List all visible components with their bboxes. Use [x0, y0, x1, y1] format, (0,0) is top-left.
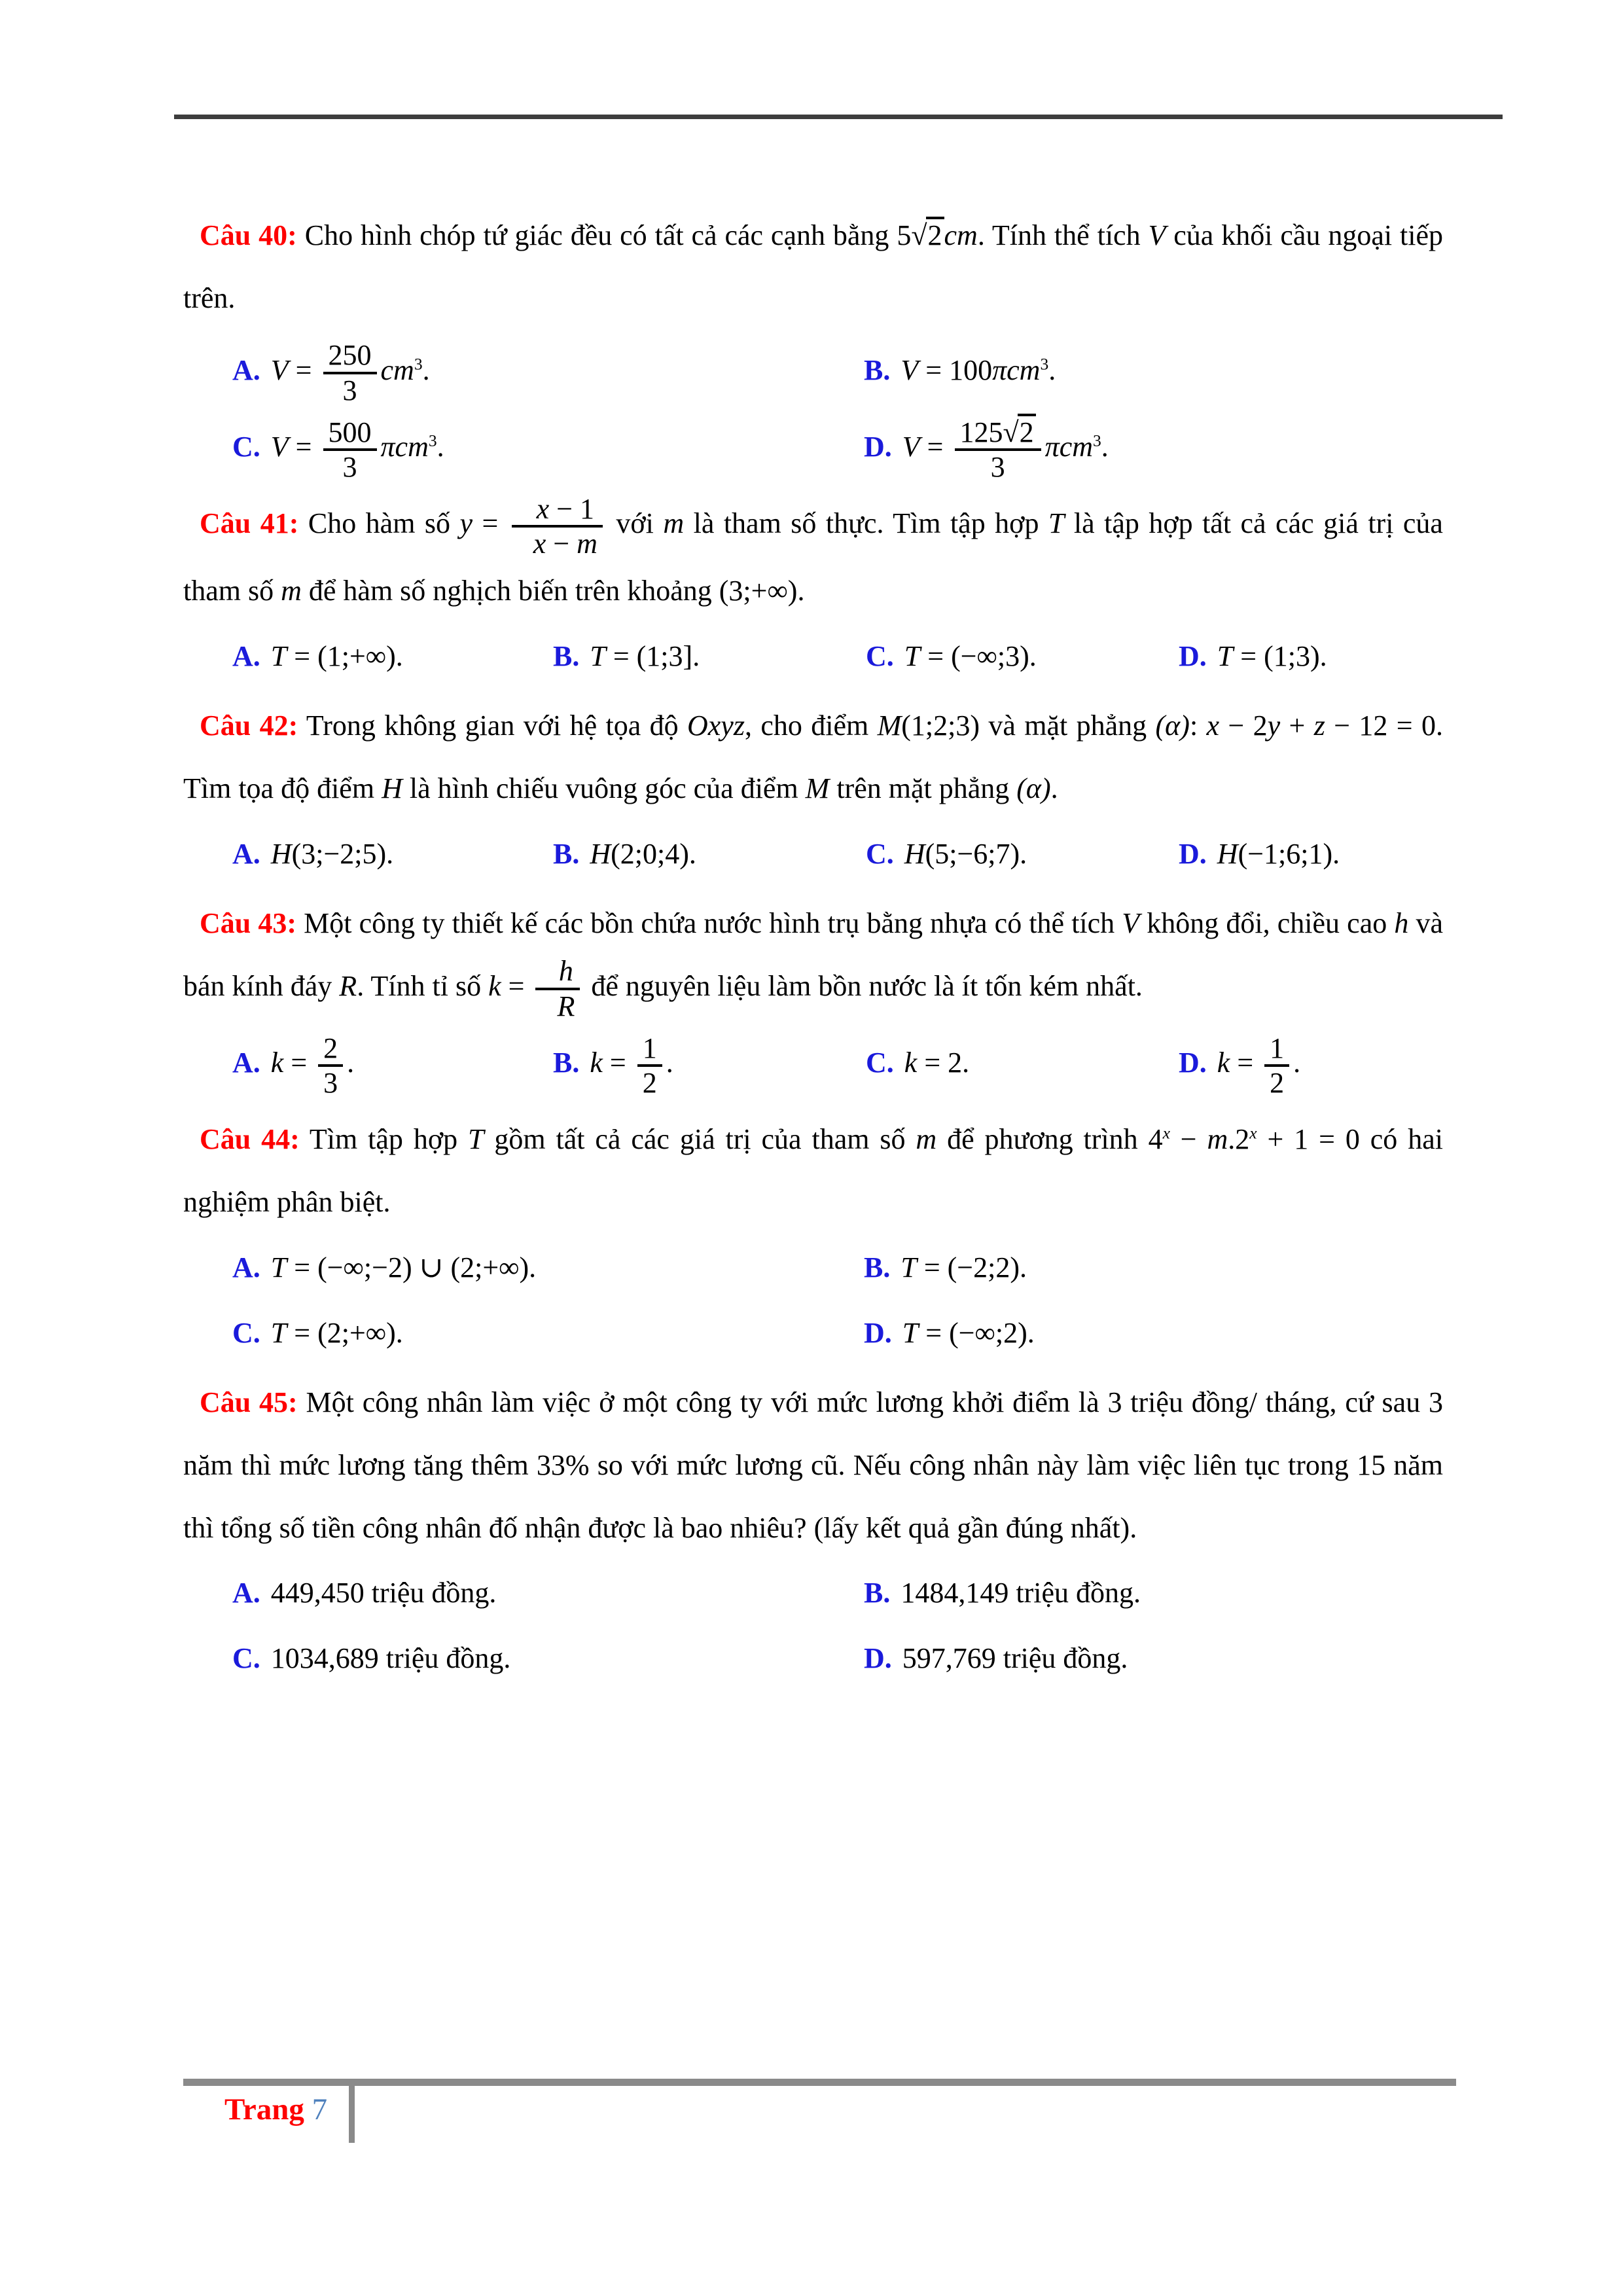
math-base: .2 [1228, 1123, 1250, 1156]
options-row [183, 1302, 1443, 1365]
option-43-A [232, 1031, 553, 1099]
options-row [183, 625, 1443, 688]
math-var: H [904, 837, 925, 870]
math-var: M [877, 709, 902, 742]
text-segment: để phương trình [936, 1123, 1149, 1156]
options-row [183, 339, 1443, 406]
page-number [224, 2092, 327, 2127]
fraction-numerator [955, 416, 1041, 448]
option-40-A [232, 339, 864, 406]
math-var: k [270, 1046, 284, 1079]
equals: = [288, 353, 319, 386]
question-41-text [183, 492, 1443, 622]
text-segment: . Tìm tọa độ điểm [183, 709, 1443, 805]
math-var: y [459, 507, 473, 540]
text-segment: − 2 [1219, 709, 1268, 742]
option-value: = (−2;2). [916, 1251, 1027, 1283]
exam-content [183, 204, 1443, 1696]
option-letter: C. [232, 1316, 260, 1349]
options-row [183, 1236, 1443, 1299]
math-base: 4 [1148, 1123, 1163, 1156]
math-var: Oxyz [687, 709, 745, 742]
option-letter: D. [864, 430, 892, 463]
option-41-A [232, 625, 553, 688]
option-value: 449,450 triệu đồng. [270, 1577, 497, 1609]
text-segment: + [1280, 709, 1314, 742]
sqrt-sign: √ [911, 219, 926, 251]
math-var: T [270, 1251, 287, 1283]
page-label: Trang [224, 2092, 312, 2126]
text-segment: . Tính tỉ số [357, 969, 489, 1002]
question-41-label: Câu 41: [200, 507, 299, 540]
math-unit: cm [944, 219, 978, 251]
option-letter: B. [553, 1046, 580, 1079]
page-number-value: 7 [312, 2092, 328, 2126]
option-value: = (2;+∞). [287, 1316, 403, 1349]
options-row [183, 1562, 1443, 1624]
option-43-C [866, 1031, 1179, 1099]
math-var: k [488, 969, 501, 1002]
option-letter: A. [232, 353, 260, 386]
fraction-numerator: 250 [328, 339, 372, 372]
period: . [1050, 772, 1058, 805]
question-43-label: Câu 43: [200, 906, 297, 939]
text-segment: với [606, 507, 664, 540]
math-unit: cm [395, 430, 429, 463]
option-42-B [553, 823, 866, 886]
fraction-denominator: 3 [955, 448, 1041, 483]
question-41 [183, 492, 1443, 688]
minus: − [546, 528, 577, 560]
option-44-D [864, 1302, 1443, 1365]
text-segment: Cho hàm số [298, 507, 460, 540]
math-var: m [663, 507, 685, 540]
period: . [797, 575, 805, 607]
period: . [666, 1046, 673, 1079]
pi-symbol: π [992, 353, 1007, 386]
question-43 [183, 892, 1443, 1099]
equals: = [918, 353, 950, 386]
period: . [1101, 430, 1109, 463]
superscript: 3 [1093, 431, 1101, 450]
text-segment: là tham số thực. Tìm tập hợp [684, 507, 1048, 540]
option-letter: B. [864, 353, 891, 386]
text-segment: trên mặt phẳng [829, 772, 1017, 805]
alpha-symbol: (α) [1155, 709, 1190, 742]
math-var: T [590, 640, 606, 673]
math-var: V [270, 353, 289, 386]
option-letter: D. [1179, 640, 1207, 673]
option-41-D [1179, 625, 1443, 688]
question-45-label: Câu 45: [200, 1386, 298, 1418]
question-42-label: Câu 42: [200, 709, 298, 742]
period: . [347, 1046, 355, 1079]
option-41-C [866, 625, 1179, 688]
question-43-text [183, 892, 1443, 1022]
coords: (1;2;3) [901, 709, 980, 742]
sqrt-radicand: 2 [926, 217, 944, 251]
option-44-C [232, 1302, 864, 1365]
question-44-label: Câu 44: [200, 1123, 300, 1156]
math-var: T [468, 1123, 484, 1156]
text-segment: là hình chiếu vuông góc của điểm [402, 772, 806, 805]
math-var: H [382, 772, 402, 805]
math-var: x [536, 492, 550, 525]
sqrt-sign: √ [1003, 416, 1018, 448]
option-value: 1034,689 triệu đồng. [270, 1642, 511, 1675]
math-var: T [270, 640, 287, 673]
text-segment: Một công nhân làm việc ở một công ty với mức lương khởi điểm là 3 triệu đồng/ tháng, cứ sau 3 năm thì mức lương tăng thêm 33% so với mức lương cũ. Nếu công nhân này làm việc liên tục trong 15 năm thì tổng số tiền công nhân đố nhận được là bao nhiêu? (lấy kết quả gần đúng nhất). [183, 1386, 1443, 1544]
period: . [1293, 1046, 1301, 1079]
text-segment: . Tính thể tích [977, 219, 1149, 251]
text-segment: để hàm số nghịch biến trên khoảng [301, 575, 719, 607]
fraction-denominator: 2 [1264, 1064, 1289, 1099]
math-var: m [916, 1123, 937, 1156]
math-var: V [270, 430, 289, 463]
option-value: (5;−6;7). [925, 837, 1027, 870]
option-letter: C. [232, 1642, 260, 1675]
sqrt-radicand: 2 [1018, 414, 1036, 448]
text-segment: của khối cầu ngoại tiếp trên. [183, 219, 1443, 314]
math-var: V [901, 353, 919, 386]
math-var: R [339, 969, 357, 1002]
fraction [512, 493, 603, 560]
option-value: (2;0;4). [611, 837, 696, 870]
superscript: 3 [428, 431, 437, 450]
fraction-denominator [512, 525, 603, 560]
pi-symbol: π [1044, 430, 1060, 463]
fraction-numerator: 1 [1270, 1031, 1285, 1064]
option-value: = 2. [917, 1046, 970, 1079]
text-segment: không đổi, chiều cao [1139, 906, 1395, 939]
text-segment: để nguyên liệu làm bồn nước là ít tốn kém nhất. [584, 969, 1143, 1002]
period: . [422, 353, 430, 386]
question-40-text [183, 204, 1443, 330]
fraction [318, 1032, 343, 1100]
option-value: = (−∞;2). [918, 1316, 1035, 1349]
options-row [183, 823, 1443, 886]
text-segment: Một công ty thiết kế các bồn chứa nước hình trụ bằng nhựa có thể tích [296, 906, 1122, 939]
alpha-symbol: (α) [1016, 772, 1051, 805]
option-45-D [864, 1627, 1443, 1690]
math-var: H [590, 837, 611, 870]
option-41-B [553, 625, 866, 688]
math-var: V [1122, 906, 1140, 939]
equals: = [473, 507, 508, 540]
math-var: H [270, 837, 292, 870]
text-segment: là tập hợp tất cả các giá trị của tham số [183, 507, 1443, 607]
option-letter: A. [232, 1046, 260, 1079]
math-var: T [902, 1316, 919, 1349]
equals: = [288, 430, 319, 463]
math-var: x [1206, 709, 1220, 742]
option-letter: A. [232, 640, 260, 673]
option-40-C [232, 416, 864, 483]
interval: (3;+∞) [719, 575, 798, 607]
fraction-denominator: 3 [323, 372, 377, 406]
math-var: m [1207, 1123, 1228, 1156]
math-var: H [1217, 837, 1238, 870]
option-letter: D. [1179, 837, 1207, 870]
fraction-numerator: 1 [642, 1031, 657, 1064]
math-var: V [1148, 219, 1166, 251]
equals: = [1230, 1046, 1261, 1079]
option-letter: B. [553, 640, 580, 673]
equals: = [283, 1046, 315, 1079]
text-segment: − 1 [549, 492, 595, 525]
fraction-numerator: h [558, 955, 573, 988]
option-45-A [232, 1562, 864, 1624]
equals: = [501, 969, 532, 1002]
option-letter: A. [232, 1251, 260, 1283]
math-var: m [577, 528, 597, 560]
superscript: 3 [1040, 354, 1049, 374]
option-value: 597,769 triệu đồng. [902, 1642, 1128, 1675]
option-letter: A. [232, 1577, 260, 1609]
option-letter: D. [864, 1316, 892, 1349]
option-value: (−1;6;1). [1238, 837, 1340, 870]
math-var: z [1313, 709, 1325, 742]
text-segment: và mặt phẳng [980, 709, 1156, 742]
option-42-A [232, 823, 553, 886]
equals: = [919, 430, 951, 463]
option-letter: B. [553, 837, 580, 870]
math-unit: cm [1059, 430, 1094, 463]
text-segment: + 1 = 0 [1257, 1123, 1360, 1156]
option-42-C [866, 823, 1179, 886]
math-var: T [1217, 640, 1234, 673]
fraction-numerator: 2 [323, 1031, 338, 1064]
option-letter: B. [864, 1577, 891, 1609]
option-letter: C. [866, 1046, 894, 1079]
text-segment: gồm tất cả các giá trị của tham số [484, 1123, 916, 1156]
option-44-A [232, 1236, 864, 1299]
option-letter: C. [866, 837, 894, 870]
option-letter: C. [866, 640, 894, 673]
text-segment: và bán kính đáy [183, 906, 1444, 1002]
option-value: (3;−2;5). [291, 837, 394, 870]
math-value: 100 [949, 353, 993, 386]
header-rule [174, 115, 1503, 119]
option-value: = (1;+∞). [287, 640, 403, 673]
superscript: x [1162, 1123, 1170, 1143]
question-45 [183, 1371, 1443, 1691]
math-var: V [902, 430, 920, 463]
option-value: = (1;3). [1233, 640, 1327, 673]
fraction [323, 339, 377, 406]
text-segment: Trong không gian với hệ tọa độ [298, 709, 687, 742]
question-44 [183, 1108, 1443, 1365]
colon: : [1189, 709, 1207, 742]
fraction-denominator: 2 [637, 1064, 662, 1099]
text-segment: , cho điểm [744, 709, 878, 742]
math-var: x [533, 528, 546, 560]
period: . [1048, 353, 1056, 386]
math-var: M [805, 772, 830, 805]
math-var: T [1048, 507, 1065, 540]
fraction-denominator: 3 [318, 1064, 343, 1099]
math-var: k [590, 1046, 603, 1079]
option-letter: C. [232, 430, 260, 463]
option-letter: D. [1179, 1046, 1207, 1079]
text-segment: Cho hình chóp tứ giác đều có tất cả các cạnh bằng [296, 219, 897, 251]
question-40 [183, 204, 1443, 483]
option-letter: D. [864, 1642, 892, 1675]
question-45-text [183, 1371, 1443, 1560]
fraction-denominator: 3 [323, 448, 377, 483]
options-row [183, 1031, 1443, 1099]
question-42 [183, 694, 1443, 886]
fraction-denominator: R [535, 988, 580, 1022]
math-var: k [904, 1046, 918, 1079]
option-45-C [232, 1627, 864, 1690]
period: . [437, 430, 444, 463]
math-var: m [281, 575, 302, 607]
footer-divider [349, 2079, 355, 2143]
option-43-D [1179, 1031, 1443, 1099]
math-var: y [1267, 709, 1281, 742]
option-40-B [864, 339, 1443, 406]
fraction [323, 416, 377, 484]
minus: − [1169, 1123, 1207, 1156]
math-var: T [904, 640, 921, 673]
fraction-numerator: 500 [328, 416, 372, 448]
fraction-numerator [512, 493, 603, 525]
footer-rule [183, 2079, 1456, 2086]
superscript: 3 [414, 354, 423, 374]
option-value: 1484,149 triệu đồng. [901, 1577, 1141, 1609]
options-row [183, 1627, 1443, 1690]
math-unit: cm [380, 353, 414, 386]
option-value: = (−∞;−2) ∪ (2;+∞). [287, 1251, 537, 1283]
option-value: = (−∞;3). [920, 640, 1037, 673]
option-letter: A. [232, 837, 260, 870]
options-row [183, 416, 1443, 483]
text-segment: Tìm tập hợp [299, 1123, 468, 1156]
question-44-text [183, 1108, 1443, 1234]
option-44-B [864, 1236, 1443, 1299]
superscript: x [1249, 1123, 1257, 1143]
math-var: T [270, 1316, 287, 1349]
question-42-text [183, 694, 1443, 820]
option-45-B [864, 1562, 1443, 1624]
math-unit: cm [1007, 353, 1041, 386]
fraction [535, 955, 580, 1022]
math-var: T [901, 1251, 917, 1283]
pi-symbol: π [380, 430, 395, 463]
math-coef: 5 [897, 219, 912, 251]
text-segment: có hai nghiệm phân biệt. [183, 1123, 1443, 1219]
option-42-D [1179, 823, 1443, 886]
option-letter: B. [864, 1251, 891, 1283]
math-coef: 125 [959, 416, 1003, 448]
option-40-D [864, 416, 1443, 483]
fraction [955, 416, 1041, 484]
fraction [637, 1032, 662, 1100]
math-var: k [1217, 1046, 1230, 1079]
math-var: h [1394, 906, 1409, 939]
text-segment: − 12 = 0 [1325, 709, 1436, 742]
fraction [1264, 1032, 1289, 1100]
equals: = [602, 1046, 633, 1079]
option-value: = (1;3]. [605, 640, 700, 673]
option-43-B [553, 1031, 866, 1099]
question-40-label: Câu 40: [200, 219, 297, 251]
